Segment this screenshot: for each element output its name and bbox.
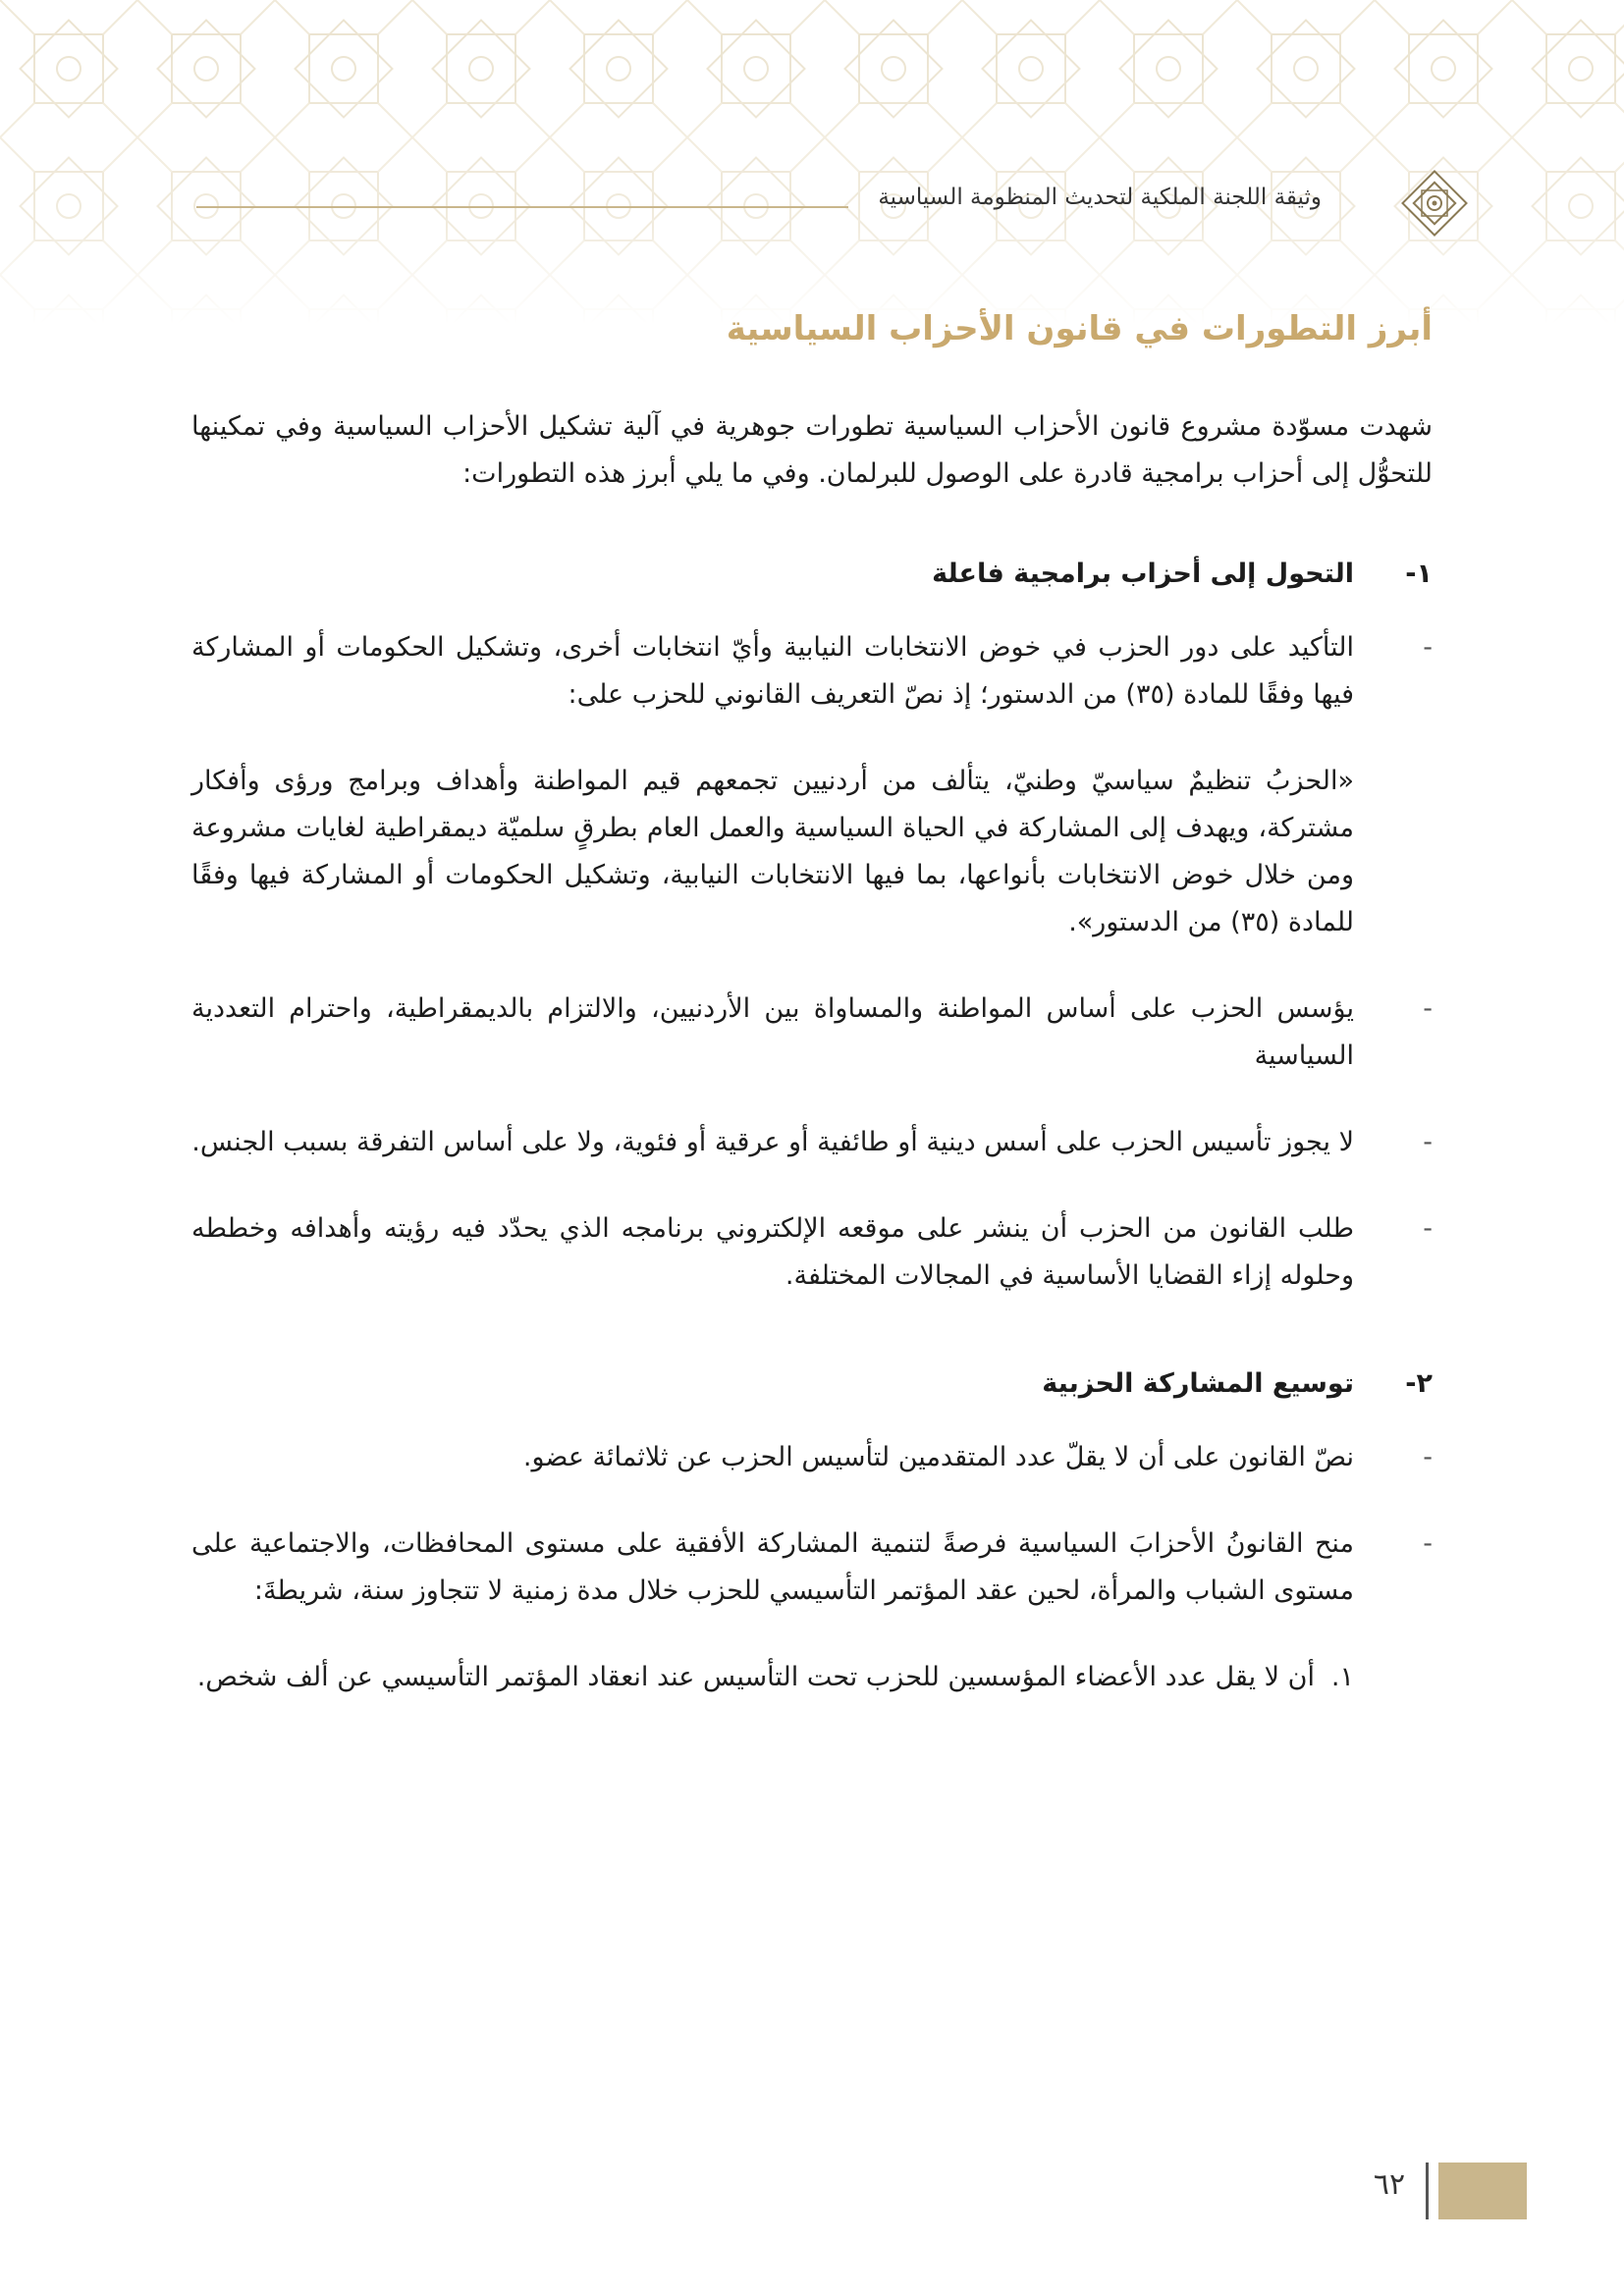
subheading-title: توسيع المشاركة الحزبية	[1042, 1368, 1354, 1399]
list-item-text: نصّ القانون على أن لا يقلّ عدد المتقدمين لتأسيس الحزب عن ثلاثمائة عضو.	[522, 1442, 1354, 1472]
list-item	[191, 986, 1433, 1080]
bullet-dash: -	[1423, 1528, 1433, 1559]
header-divider	[196, 206, 848, 208]
footer-divider	[1426, 2163, 1429, 2219]
section-title: أبرز التطورات في قانون الأحزاب السياسية	[726, 309, 1433, 348]
footer-accent-block	[1438, 2163, 1527, 2219]
list-item	[191, 1521, 1433, 1615]
page-number: ٦٢	[1373, 2167, 1406, 2202]
subheading-title: التحول إلى أحزاب برامجية فاعلة	[932, 559, 1354, 589]
bullet-dash: -	[1423, 1442, 1433, 1472]
subheading-2	[191, 1368, 1433, 1399]
document-title: وثيقة اللجنة الملكية لتحديث المنظومة السياسية	[878, 185, 1322, 210]
list-item-text: لا يجوز تأسيس الحزب على أسس دينية أو طائفية أو عرقية أو فئوية، ولا على أساس التفرقة بسبب الجنس.	[191, 1127, 1354, 1157]
subheading-number: ٢-	[1405, 1368, 1433, 1399]
definition-quote: «الحزبُ تنظيمٌ سياسيّ وطنيّ، يتألف من أردنيين تجمعهم قيم المواطنة وأهداف وبرامج ورؤى وأفكار مشتركة، ويهدف إلى المشاركة في الحياة السياسية والعمل العام بطرقٍ سلميّة ديمقراطية لغايات مشروعة ومن خلال خوض الانتخابات بأنواعها، بما فيها الانتخابات النيابية، وتشكيل الحكومات أو المشاركة فيها وفقًا للمادة (٣٥) من الدستور».	[191, 766, 1354, 937]
list-item-text: طلب القانون من الحزب أن ينشر على موقعه الإلكتروني برنامجه الذي يحدّد فيه رؤيته وأهدافه وخططه وحلوله إزاء القضايا الأساسية في المجالات المختلفة.	[191, 1213, 1354, 1291]
subheading-number: ١-	[1405, 559, 1433, 589]
list-item-text: التأكيد على دور الحزب في خوض الانتخابات النيابية وأيّ انتخابات أخرى، وتشكيل الحكومات أو المشاركة فيها وفقًا للمادة (٣٥) من الدستور؛ إذ نصّ التعريف القانوني للحزب على:	[191, 632, 1354, 710]
decorative-pattern	[0, 0, 1624, 324]
bullet-dash: -	[1423, 993, 1433, 1024]
numbered-item-label: ١.	[1330, 1662, 1354, 1692]
bullet-dash: -	[1423, 1127, 1433, 1157]
list-item-text: يؤسس الحزب على أساس المواطنة والمساواة بين الأردنيين، والالتزام بالديمقراطية، واحترام التعددية السياسية	[191, 993, 1354, 1071]
page-header	[196, 177, 1428, 236]
numbered-item	[191, 1654, 1354, 1701]
emblem-icon	[1390, 159, 1479, 247]
list-item-text: منح القانونُ الأحزابَ السياسية فرصةً لتنمية المشاركة الأفقية على مستوى المحافظات، والاجتماعية على مستوى الشباب والمرأة، لحين عقد المؤتمر التأسيسي للحزب خلال مدة زمنية لا تتجاوز سنة، شريطةَ:	[191, 1528, 1354, 1606]
list-item	[191, 624, 1433, 719]
list-item	[191, 1205, 1433, 1300]
bullet-dash: -	[1423, 632, 1433, 663]
list-item	[191, 1434, 1433, 1481]
intro-paragraph: شهدت مسوّدة مشروع قانون الأحزاب السياسية تطورات جوهرية في آلية تشكيل الأحزاب السياسية وفي تمكينها للتحوُّل إلى أحزاب برامجية قادرة على الوصول للبرلمان. وفي ما يلي أبرز هذه التطورات:	[191, 411, 1433, 489]
main-content	[191, 299, 1433, 1740]
bullet-dash: -	[1423, 1213, 1433, 1244]
subheading-1	[191, 559, 1433, 589]
numbered-item-text: أن لا يقل عدد الأعضاء المؤسسين للحزب تحت التأسيس عند انعقاد المؤتمر التأسيسي عن ألف شخص.	[196, 1662, 1315, 1692]
list-item	[191, 1119, 1433, 1166]
